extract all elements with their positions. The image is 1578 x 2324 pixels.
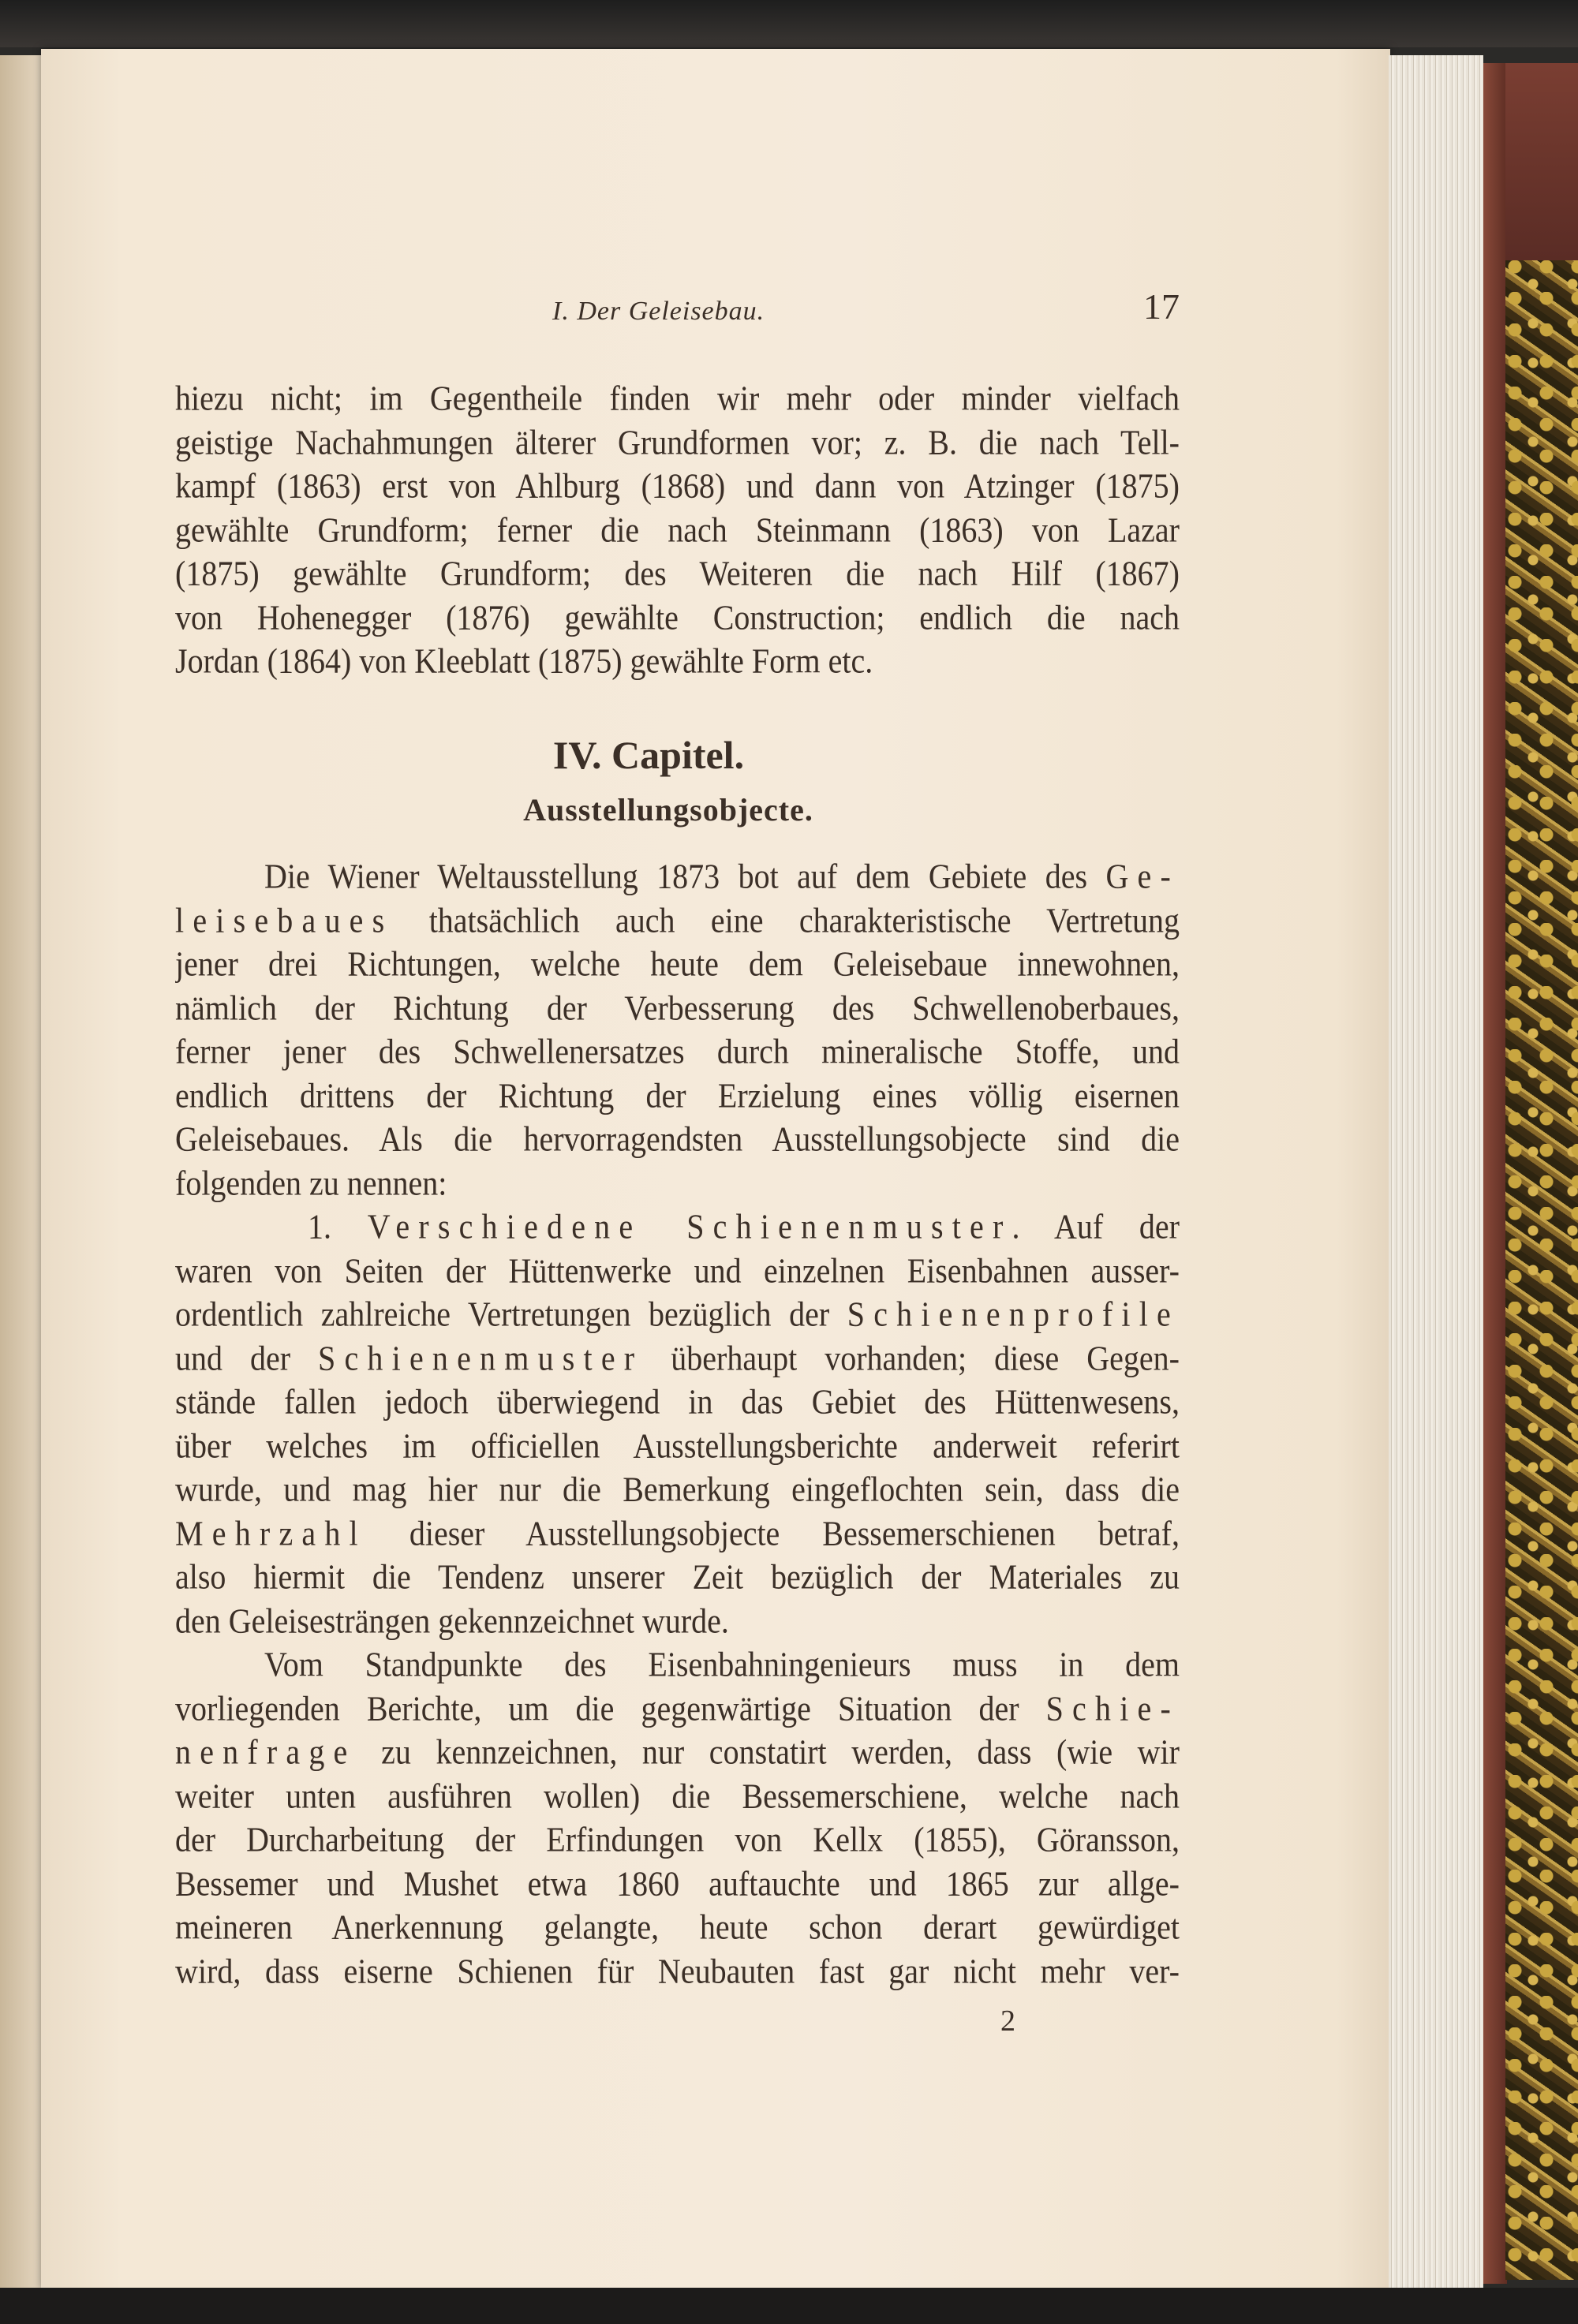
text-segment: ordentlich zahlreiche Vertretungen bezüglich der	[175, 1294, 847, 1334]
text-segment: stände fallen jedoch überwiegend in das Gebiet des Hüttenwesens,	[175, 1381, 1180, 1422]
spaced-emphasis: leisebaues	[175, 899, 394, 940]
text-line	[175, 1552, 1180, 1601]
text-segment: zu kennzeichnen, nur constatirt werden, dass (wie wir	[356, 1732, 1180, 1772]
chapter-title: IV. Capitel.	[552, 733, 745, 777]
text-line: Jordan (1864) von Kleeblatt (1875) gewählte Form etc.	[175, 641, 873, 681]
text-segment: und der	[175, 1337, 319, 1378]
text-segment: waren von Seiten der Hüttenwerke und einzelnen Eisenbahnen ausser-	[175, 1250, 1180, 1291]
marbled-cover	[1505, 260, 1578, 2280]
text-line	[175, 1377, 1180, 1426]
chapter-subtitle: Ausstellungsobjecte.	[523, 792, 813, 828]
text-segment: also hiermit die Tendenz unserer Zeit bezüglich der Materiales zu	[175, 1556, 1180, 1597]
text-segment: 1.	[308, 1206, 368, 1246]
text-segment: ferner jener des Schwellenersatzes durch mineralische Stoffe, und	[175, 1031, 1180, 1071]
text-segment: über welches im officiellen Ausstellungsberichte anderweit referirt	[175, 1425, 1180, 1466]
text-segment: wurde, und mag hier nur die Bemerkung eingeflochten sein, dass die	[175, 1469, 1180, 1509]
text-segment: den Geleisesträngen gekennzeichnet wurde.	[175, 1600, 729, 1641]
text-segment: . Auf der	[1011, 1206, 1180, 1246]
text-line: von Hohenegger (1876) gewählte Construction; endlich die nach	[175, 596, 1180, 637]
text-segment: Vom Standpunkte des Eisenbahningenieurs muss in dem	[264, 1644, 1180, 1684]
text-line	[175, 1771, 1180, 1820]
text-line	[175, 983, 1180, 1032]
text-segment: weiter unten ausführen wollen) die Bessemerschiene, welche nach	[175, 1775, 1180, 1816]
text-line: gewählte Grundform; ferner die nach Steinmann (1863) von Lazar	[175, 509, 1180, 550]
intro-paragraph	[175, 376, 1180, 683]
text-segment: nämlich der Richtung der Verbesserung des Schwellenoberbaues,	[175, 987, 1180, 1028]
text-line	[175, 1115, 1180, 1164]
text-segment: meineren Anerkennung gelangte, heute schon derart gewürdiget	[175, 1907, 1180, 1947]
text-line: geistige Nachahmungen älterer Grundformen vor; z. B. die nach Tell-	[175, 421, 1180, 462]
text-line	[175, 1640, 1180, 1689]
spaced-emphasis: nenfrage	[175, 1732, 357, 1772]
text-segment: thatsächlich auch eine charakteristische Vertretung	[393, 899, 1180, 940]
spaced-emphasis: Schienenprofile	[847, 1294, 1180, 1334]
book-board	[1483, 63, 1507, 2284]
text-line	[175, 1508, 1180, 1557]
text-line: kampf (1863) erst von Ahlburg (1868) und dann von Atzinger (1875)	[175, 465, 1180, 506]
text-segment: dieser Ausstellungsobjecte Bessemerschienen betraf,	[366, 1512, 1180, 1553]
spaced-emphasis: Verschiedene Schienenmuster	[367, 1206, 1012, 1246]
text-line	[175, 1946, 1180, 1995]
scan-background-top	[0, 0, 1578, 47]
text-segment: Bessemer und Mushet etwa 1860 auftauchte und 1865 zur allge-	[175, 1863, 1180, 1904]
text-line	[175, 1421, 1180, 1470]
text-line	[175, 940, 1180, 988]
text-segment: Die Wiener Weltausstellung 1873 bot auf dem Gebiete des	[264, 856, 1106, 896]
text-line	[175, 1333, 1180, 1382]
text-line	[175, 1158, 1180, 1207]
spaced-emphasis: Schie-	[1045, 1687, 1180, 1728]
text-segment: wird, dass eiserne Schienen für Neubauten fast gar nicht mehr ver-	[175, 1950, 1180, 1991]
text-segment: überhaupt vorhanden; diese Gegen-	[643, 1337, 1180, 1378]
text-line	[175, 1683, 1180, 1732]
text-segment: jener drei Richtungen, welche heute dem Geleisebaue innewohnen,	[175, 943, 1180, 984]
text-segment: vorliegenden Berichte, um die gegenwärtige Situation der	[175, 1687, 1046, 1728]
scan-background-bottom	[0, 2288, 1578, 2324]
text-segment: Geleisebaues. Als die hervorragendsten Ausstellungsobjecte sind die	[175, 1119, 1180, 1159]
spaced-emphasis: Schienenmuster	[318, 1337, 644, 1378]
page-edges	[1389, 55, 1483, 2288]
text-segment: endlich drittens der Richtung der Erzielung eines völlig eisernen	[175, 1074, 1180, 1115]
spaced-emphasis: Mehrzahl	[175, 1512, 367, 1553]
text-segment: der Durcharbeitung der Erfindungen von Kellx (1855), Göransson,	[175, 1819, 1180, 1859]
text-line	[175, 1465, 1180, 1514]
running-header	[175, 286, 1180, 334]
page-number: 17	[1143, 286, 1180, 327]
text-line: (1875) gewählte Grundform; des Weiteren die nach Hilf (1867)	[175, 553, 1180, 593]
book-cover-leather	[1505, 63, 1578, 260]
text-line	[175, 1859, 1180, 1907]
text-segment: folgenden zu nennen:	[175, 1162, 447, 1203]
text-line	[175, 1027, 1180, 1076]
signature-mark: 2	[1000, 2005, 1015, 2038]
text-line	[175, 1596, 1180, 1645]
text-line	[175, 1202, 1180, 1251]
text-line	[175, 1728, 1180, 1777]
text-line: hiezu nicht; im Gegentheile finden wir mehr oder minder vielfach	[175, 378, 1180, 418]
text-line	[175, 895, 1180, 944]
text-line	[175, 1246, 1180, 1295]
spaced-emphasis: Ge-	[1105, 856, 1180, 896]
text-line	[175, 1815, 1180, 1864]
running-header-title: I. Der Geleisebau.	[552, 297, 765, 326]
body-text	[175, 854, 1180, 1993]
text-line	[175, 1290, 1180, 1339]
text-line	[175, 852, 1180, 901]
text-line	[175, 1903, 1180, 1952]
text-line	[175, 1070, 1180, 1119]
facing-page-edge	[0, 55, 44, 2288]
